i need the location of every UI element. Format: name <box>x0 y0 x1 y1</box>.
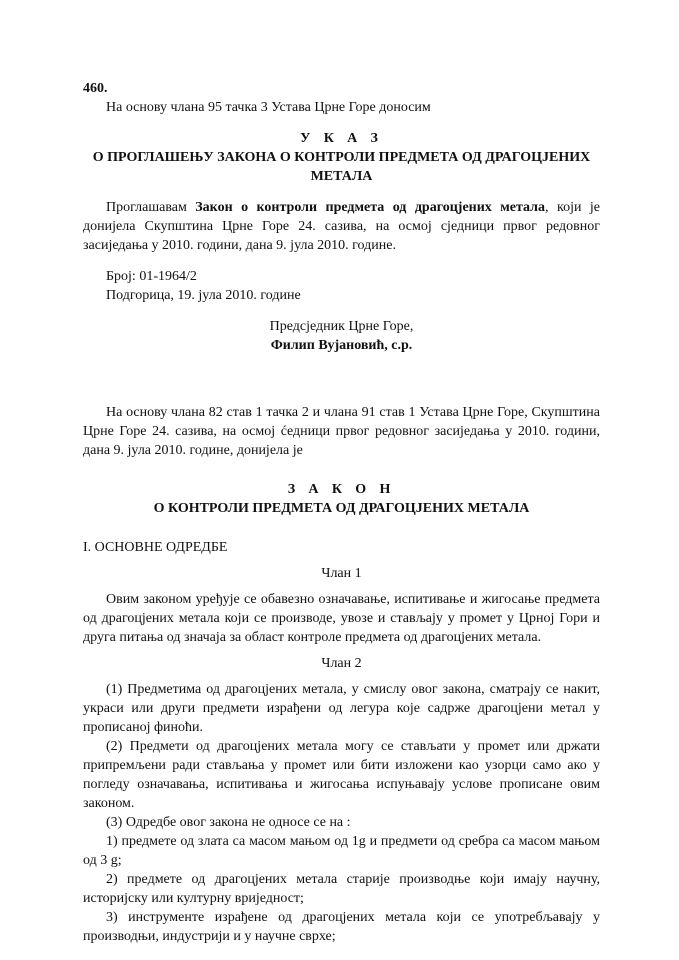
decree-body <box>83 198 600 255</box>
article-2-item-3: 3) инструменте израђене од драгоцјених метала који се употребљавају у производњи, индустрији и у научне сврхе; <box>83 910 600 944</box>
section-heading: I. ОСНОВНЕ ОДРЕДБЕ <box>83 540 228 555</box>
article-2-paragraph-3: (3) Одредбе овог закона не односе се на : <box>106 815 351 830</box>
article-2-item-1: 1) предмете од злата са масом мањом од 1g и предмети од сребра са масом мањом од 3 g; <box>83 834 600 868</box>
article-2-item-2: 2) предмете од драгоцјених метала старије производње који имају научну, историјску или културну вриједност; <box>83 872 600 906</box>
decree-number: Број: 01-1964/2 <box>106 269 197 284</box>
article-2-paragraph-2: (2) Предмети од драгоцјених метала могу се стављати у промет или држати припремљени ради стављања у промет или бити изложени као узорци само ако у погледу означавања, испитивања и жигосања испуњавају услове прописане овим законом. <box>83 739 600 811</box>
decree-body-post: , који је донијела Скупштина Црне Горе 24. сазива, на осмој сједници првог редовног засиједања у 2010. години, дана 9. јула 2010. године. <box>83 200 601 253</box>
law-preamble: На основу члана 82 став 1 тачка 2 и члана 91 став 1 Устава Црне Горе, Скупштина Црне Горе 24. сазива, на осмој ćедници првог редовног засиједања у 2010. години, дана 9. јула 2010. године, донијела је <box>83 405 600 458</box>
decree-subtitle: О ПРОГЛАШЕЊУ ЗАКОНА О КОНТРОЛИ ПРЕДМЕТА ОД ДРАГОЦЈЕНИХ МЕТАЛА <box>92 150 591 184</box>
law-subtitle: О КОНТРОЛИ ПРЕДМЕТА ОД ДРАГОЦЈЕНИХ МЕТАЛА <box>153 501 530 516</box>
article-1-heading: Члан 1 <box>321 566 362 581</box>
gazette-number: 460. <box>83 81 108 96</box>
article-2-heading: Члан 2 <box>321 656 362 671</box>
decree-title: У К А З <box>300 131 383 146</box>
decree-place-date: Подгорица, 19. јула 2010. године <box>106 288 301 303</box>
article-1-text: Овим законом уређује се обавезно означавање, испитивање и жигосање предмета од драгоцјених метала који се производе, увозе и стављају у промет у Црној Гори и друга питања од значаја за област контроле предмета од драгоцјених метала. <box>83 592 600 645</box>
law-title: З А К О Н <box>287 482 396 497</box>
article-2-paragraph-1: (1) Предметима од драгоцјених метала, у смислу овог закона, сматрају се накит, украси или други предмети израђени од легура које садрже драгоцјени метал у прописаној финоћи. <box>83 682 600 735</box>
decree-body-pre: Проглашавам <box>106 200 196 215</box>
document-page <box>83 79 600 946</box>
decree-law-name: Закон о контроли предмета од драгоцјених метала <box>195 200 546 215</box>
president-name: Филип Вујановић, с.р. <box>270 338 413 353</box>
president-title: Предсједник Црне Горе, <box>269 319 414 334</box>
decree-intro: На основу члана 95 тачка 3 Устава Црне Горе доносим <box>106 100 431 115</box>
